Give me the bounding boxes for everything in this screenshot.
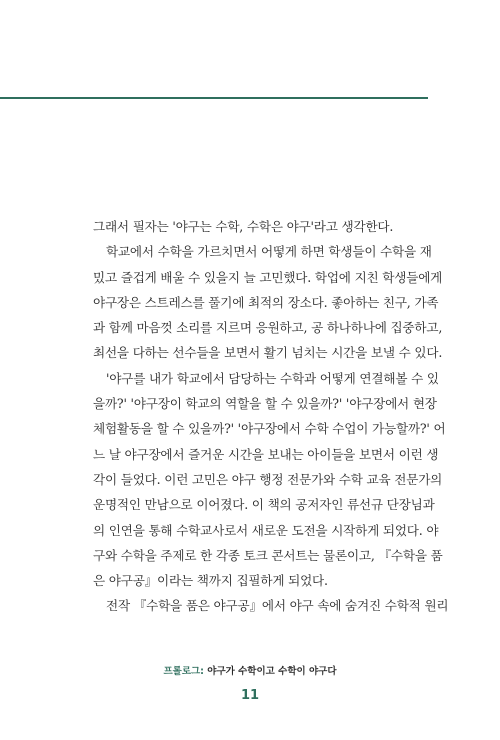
header-rule — [0, 97, 428, 99]
running-head — [0, 663, 500, 677]
body-text — [93, 214, 449, 619]
text-line: 각이 들었다. 이런 고민은 야구 행정 전문가와 수학 교육 전문가의 — [93, 471, 443, 487]
text-line: 을까?' '야구장이 학교의 역할을 할 수 있을까?' '야구장에서 현장 — [93, 396, 437, 412]
text-line: 체험활동을 할 수 있을까?' '야구장에서 수학 수업이 가능할까?' 어 — [93, 421, 446, 437]
page-number: 11 — [240, 688, 260, 703]
text-line: 느 날 야구장에서 즐거운 시간을 보내는 아이들을 보면서 이런 생 — [93, 446, 439, 462]
text-line: 운명적인 만남으로 이어졌다. 이 책의 공저자인 류선규 단장님과 — [93, 497, 435, 513]
text-line: 최선을 다하는 선수들을 보면서 활기 넘치는 시간을 보낼 수 있다. — [93, 345, 443, 361]
running-head-title: 야구가 수학이고 수학이 야구다 — [207, 666, 337, 677]
text-line: 은 야구공』이라는 책까지 집필하게 되었다. — [93, 573, 328, 589]
running-head-label: 프롤로그: — [163, 666, 204, 677]
text-line: 구와 수학을 주제로 한 각종 토크 콘서트는 물론이고, 『수학을 품 — [93, 547, 443, 563]
text-line: 밌고 즐겁게 배울 수 있을지 늘 고민했다. 학업에 지친 학생들에게 — [93, 269, 443, 285]
text-line: 의 인연을 통해 수학교사로서 새로운 도전을 시작하게 되었다. 야 — [93, 522, 439, 538]
text-line: 전작 『수학을 품은 야구공』에서 야구 속에 숨겨진 수학적 원리 — [106, 598, 449, 614]
text-line: 학교에서 수학을 가르치면서 어떻게 하면 학생들이 수학을 재 — [106, 244, 432, 260]
text-line: '야구를 내가 학교에서 담당하는 수학과 어떻게 연결해볼 수 있 — [106, 370, 439, 386]
text-line: 그래서 필자는 '야구는 수학, 수학은 야구'라고 생각한다. — [93, 219, 394, 234]
text-line: 과 함께 마음껏 소리를 지르며 응원하고, 공 하나하나에 집중하고, — [93, 320, 443, 336]
text-line: 야구장은 스트레스를 풀기에 최적의 장소다. 좋아하는 친구, 가족 — [93, 294, 439, 310]
